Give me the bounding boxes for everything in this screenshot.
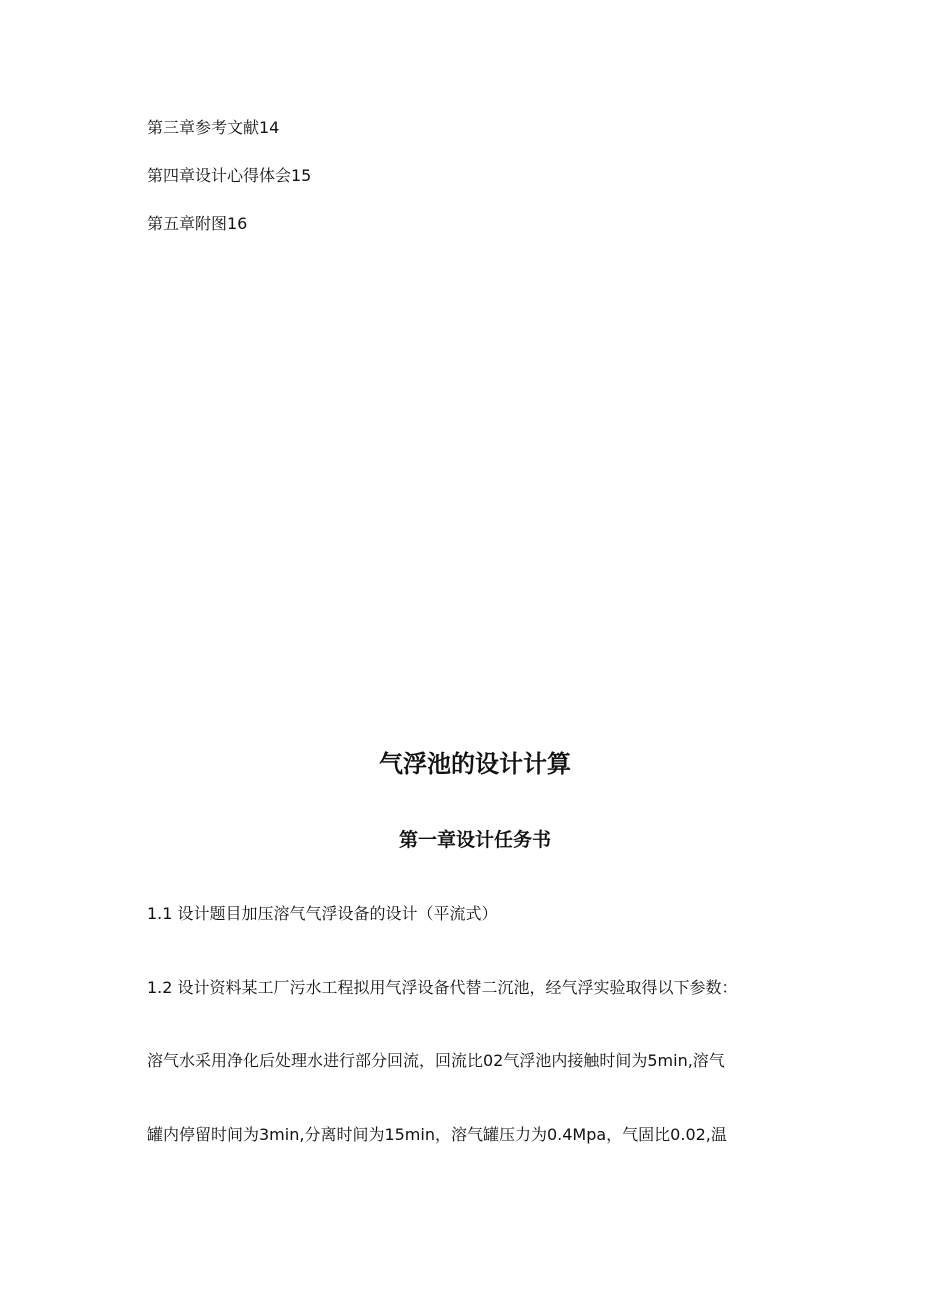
toc-item: 第三章参考文献14	[147, 118, 280, 137]
paragraph-line: 罐内停留时间为3min,分离时间为15min，溶气罐压力为0.4Mpa，气固比0.02,温	[147, 1125, 727, 1144]
paragraph-line: 1.2 设计资料某工厂污水工程拟用气浮设备代替二沉池，经气浮实验取得以下参数：	[147, 978, 738, 997]
paragraph-line: 溶气水采用净化后处理水进行部分回流，回流比02气浮池内接触时间为5min,溶气	[147, 1051, 725, 1070]
document-title: 气浮池的设计计算	[379, 750, 571, 778]
toc-item: 第五章附图16	[147, 214, 248, 233]
toc-item: 第四章设计心得体会15	[147, 166, 312, 185]
chapter-title: 第一章设计任务书	[398, 829, 551, 851]
paragraph-line: 1.1 设计题目加压溶气气浮设备的设计（平流式）	[147, 904, 498, 923]
